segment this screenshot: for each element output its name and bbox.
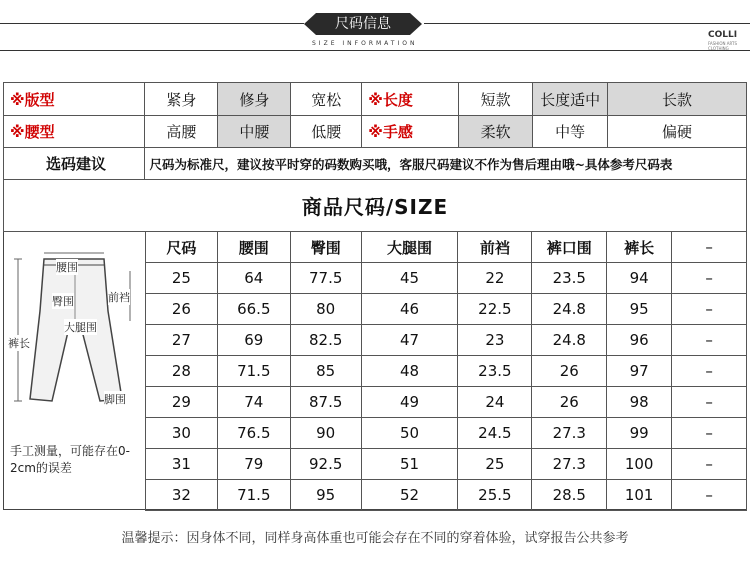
table-cell: – <box>672 356 747 387</box>
table-cell: 71.5 <box>217 480 290 511</box>
table-row <box>146 418 747 449</box>
diagram-label-waist: 腰围 <box>56 261 78 274</box>
table-cell: 95 <box>607 294 672 325</box>
diagram-label-length: 裤长 <box>8 337 30 350</box>
attr-row-advice <box>4 148 747 180</box>
table-cell: – <box>672 387 747 418</box>
table-row <box>146 480 747 511</box>
table-row <box>146 387 747 418</box>
opt-medium: 中等 <box>533 116 608 148</box>
label-size-advice: 选码建议 <box>4 148 145 180</box>
attr-row-waist <box>4 116 747 148</box>
table-cell: 23.5 <box>458 356 532 387</box>
table-cell: 26 <box>146 294 218 325</box>
table-cell: 76.5 <box>217 418 290 449</box>
table-cell: 22 <box>458 263 532 294</box>
table-cell: 101 <box>607 480 672 511</box>
opt-loose: 宽松 <box>291 83 362 116</box>
header-divider-left <box>0 23 304 24</box>
table-cell: 47 <box>361 325 458 356</box>
table-cell: 26 <box>532 356 607 387</box>
diagram-label-thigh: 大腿围 <box>64 321 97 334</box>
table-cell: 22.5 <box>458 294 532 325</box>
opt-mid-waist: 中腰 <box>218 116 291 148</box>
label-waist-type: ※腰型 <box>4 116 145 148</box>
measurement-note: 手工测量，可能存在0-2cm的误差 <box>10 444 130 475</box>
table-row <box>146 263 747 294</box>
opt-short: 短款 <box>459 83 533 116</box>
table-cell: 77.5 <box>290 263 361 294</box>
table-cell: 99 <box>607 418 672 449</box>
size-title-row <box>4 180 747 232</box>
header-title-badge <box>304 10 424 38</box>
table-cell: 29 <box>146 387 218 418</box>
size-table-header <box>146 232 747 263</box>
attributes-table <box>3 82 747 232</box>
table-cell: 49 <box>361 387 458 418</box>
table-cell: 71.5 <box>217 356 290 387</box>
table-cell: 64 <box>217 263 290 294</box>
label-fit: ※版型 <box>4 83 145 116</box>
opt-soft: 柔软 <box>459 116 533 148</box>
size-table <box>145 231 747 511</box>
table-cell: 24.8 <box>532 294 607 325</box>
table-row <box>146 449 747 480</box>
size-advice-text: 尺码为标准尺，建议按平时穿的码数购买哦，客服尺码建议不作为售后理由哦~具体参考尺码表 <box>145 148 747 180</box>
table-cell: 24.5 <box>458 418 532 449</box>
col-header: 裤长 <box>607 232 672 263</box>
diagram-label-hip: 臀围 <box>52 295 74 308</box>
badge-left-wing <box>304 13 316 35</box>
table-cell: 100 <box>607 449 672 480</box>
footer-tip: 温馨提示：因身体不同，同样身高体重也可能会存在不同的穿着体验，试穿报告公共参考 <box>121 531 629 546</box>
attr-row-fit <box>4 83 747 116</box>
table-cell: 85 <box>290 356 361 387</box>
col-header: 前裆 <box>458 232 532 263</box>
brand-tagline: FASHION ARTS CLOTHING <box>708 41 738 51</box>
table-row <box>146 325 747 356</box>
opt-high-waist: 高腰 <box>145 116 218 148</box>
table-cell: 28.5 <box>532 480 607 511</box>
table-cell: 66.5 <box>217 294 290 325</box>
table-cell: 23 <box>458 325 532 356</box>
table-cell: 27.3 <box>532 418 607 449</box>
table-cell: 94 <box>607 263 672 294</box>
table-cell: 27 <box>146 325 218 356</box>
opt-slim: 修身 <box>218 83 291 116</box>
header-divider-right <box>424 23 750 24</box>
table-cell: 32 <box>146 480 218 511</box>
table-cell: – <box>672 449 747 480</box>
table-cell: 69 <box>217 325 290 356</box>
table-cell: 31 <box>146 449 218 480</box>
opt-long: 长款 <box>608 83 747 116</box>
table-cell: 90 <box>290 418 361 449</box>
table-cell: – <box>672 480 747 511</box>
diagram-label-hem: 脚围 <box>104 393 126 406</box>
table-cell: 45 <box>361 263 458 294</box>
diagram-label-rise: 前裆 <box>108 291 130 304</box>
col-header: 臀围 <box>290 232 361 263</box>
table-row <box>146 294 747 325</box>
col-header: 腰围 <box>217 232 290 263</box>
table-cell: 79 <box>217 449 290 480</box>
brand-logo: COLLI <box>708 30 738 40</box>
table-cell: 28 <box>146 356 218 387</box>
table-cell: 98 <box>607 387 672 418</box>
table-cell: 74 <box>217 387 290 418</box>
header-subtitle: SIZE INFORMATION <box>312 40 418 47</box>
table-cell: 25 <box>458 449 532 480</box>
table-cell: 92.5 <box>290 449 361 480</box>
col-header: 裤口围 <box>532 232 607 263</box>
label-feel: ※手感 <box>362 116 459 148</box>
table-cell: 97 <box>607 356 672 387</box>
table-cell: 24 <box>458 387 532 418</box>
badge-right-wing <box>410 13 422 35</box>
table-cell: 95 <box>290 480 361 511</box>
table-cell: 23.5 <box>532 263 607 294</box>
table-cell: 51 <box>361 449 458 480</box>
table-cell: 24.8 <box>532 325 607 356</box>
col-header: 尺码 <box>146 232 218 263</box>
table-cell: – <box>672 325 747 356</box>
table-cell: 80 <box>290 294 361 325</box>
table-cell: 46 <box>361 294 458 325</box>
opt-low-waist: 低腰 <box>291 116 362 148</box>
table-cell: – <box>672 294 747 325</box>
col-header: 大腿围 <box>361 232 458 263</box>
table-cell: 25.5 <box>458 480 532 511</box>
header-title: 尺码信息 <box>316 13 410 35</box>
table-cell: 25 <box>146 263 218 294</box>
table-cell: 30 <box>146 418 218 449</box>
table-cell: 87.5 <box>290 387 361 418</box>
opt-stiff: 偏硬 <box>608 116 747 148</box>
table-cell: – <box>672 418 747 449</box>
table-cell: 82.5 <box>290 325 361 356</box>
table-row <box>146 356 747 387</box>
table-cell: 26 <box>532 387 607 418</box>
table-cell: 48 <box>361 356 458 387</box>
table-cell: 52 <box>361 480 458 511</box>
table-cell: 96 <box>607 325 672 356</box>
table-cell: 50 <box>361 418 458 449</box>
col-header: – <box>672 232 747 263</box>
table-cell: 27.3 <box>532 449 607 480</box>
opt-tight: 紧身 <box>145 83 218 116</box>
opt-regular-length: 长度适中 <box>533 83 608 116</box>
header-divider-bottom <box>0 50 750 51</box>
size-table-title: 商品尺码/SIZE <box>4 180 747 232</box>
label-length: ※长度 <box>362 83 459 116</box>
table-cell: – <box>672 263 747 294</box>
